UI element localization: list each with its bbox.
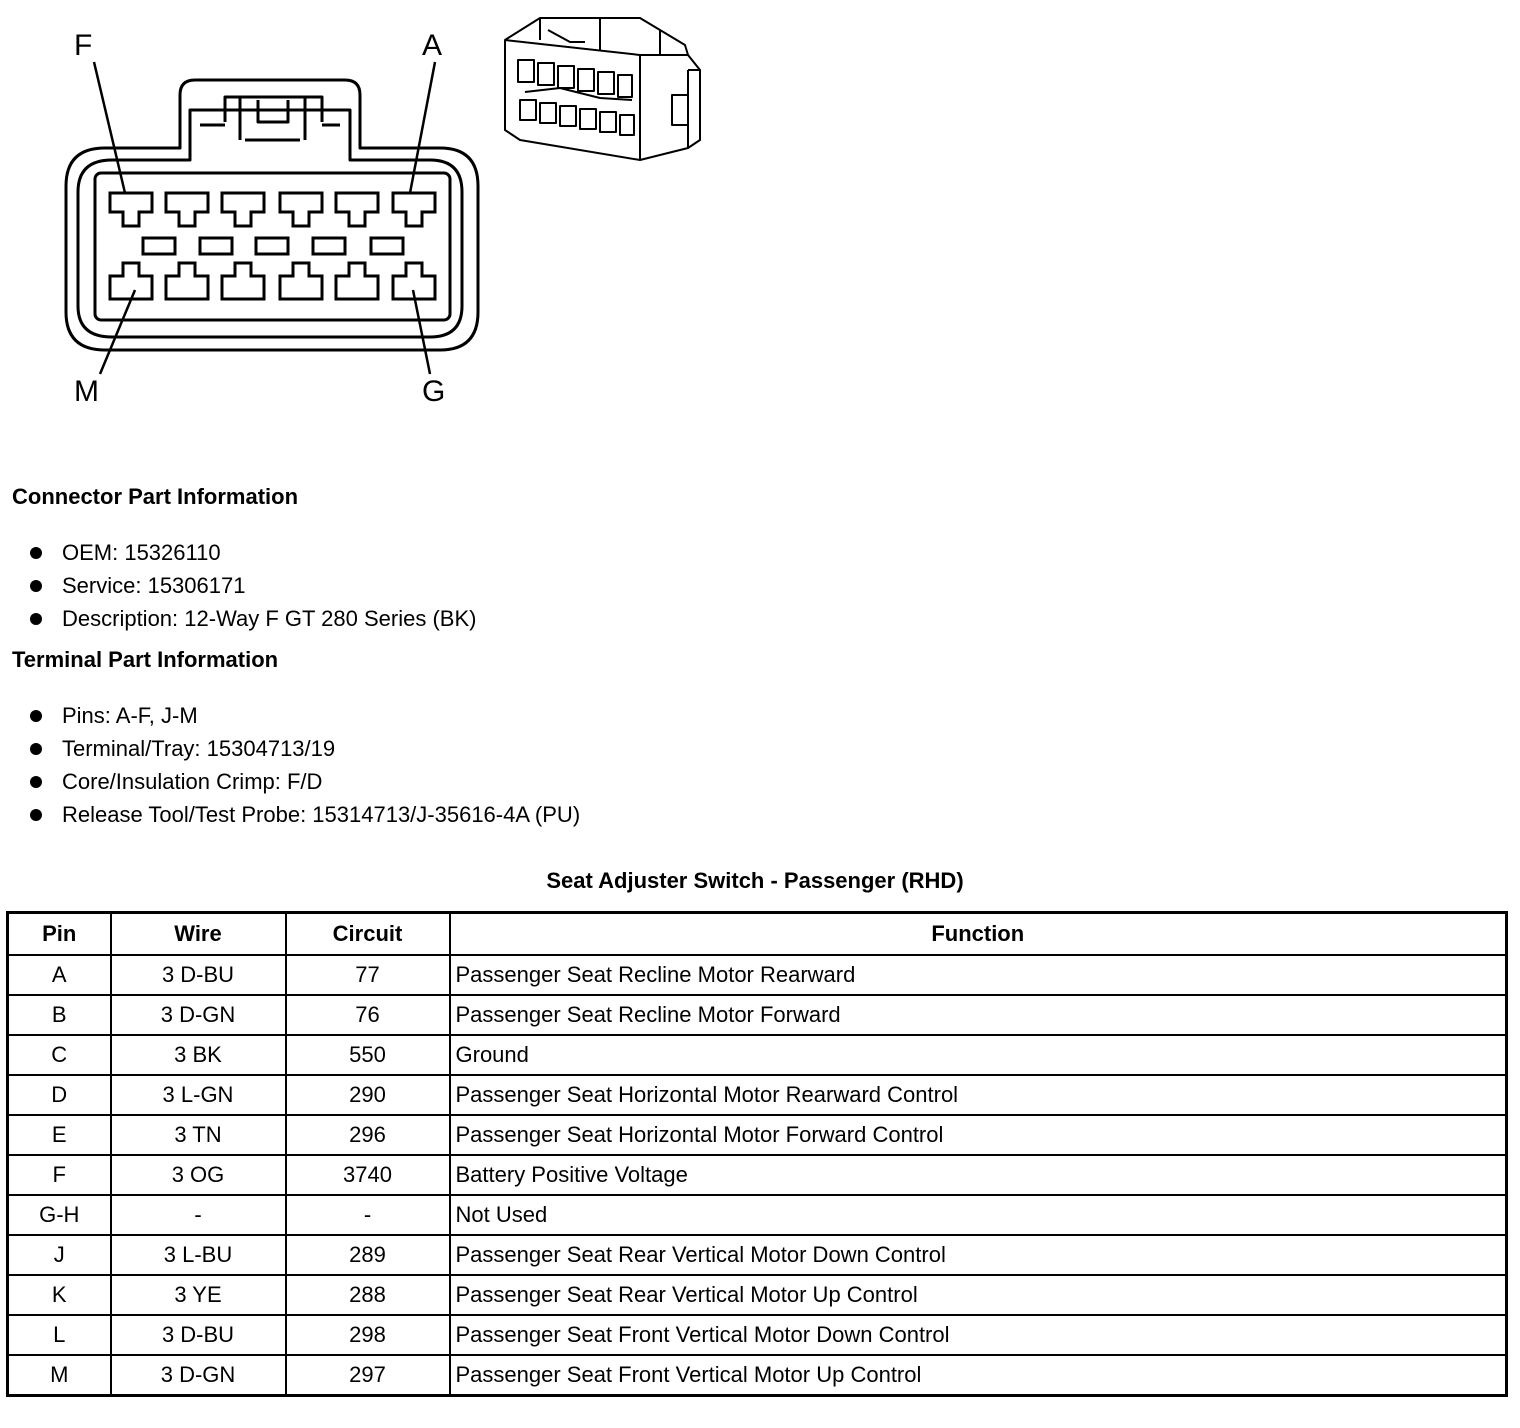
list-item: [30, 606, 476, 639]
bullet-icon: [30, 743, 42, 755]
pin-label-g: G: [422, 375, 446, 408]
pin-cavity-top: [166, 193, 208, 226]
cell-pin: J: [8, 1235, 111, 1275]
bullet-icon: [30, 776, 42, 788]
table-row: [8, 955, 1507, 995]
cell-wire: 3 L-GN: [111, 1075, 286, 1115]
table-row: [8, 1035, 1507, 1075]
connector-info-list: [30, 540, 476, 639]
pin-cavity-bottom: [222, 263, 264, 299]
bullet-icon: [30, 710, 42, 722]
list-item-text: Pins: A-F, J-M: [62, 703, 198, 728]
cell-function: Passenger Seat Rear Vertical Motor Down Control: [450, 1235, 1507, 1275]
list-item-text: Core/Insulation Crimp: F/D: [62, 769, 323, 794]
column-header-function: Function: [450, 913, 1507, 956]
list-item-text: Description: 12-Way F GT 280 Series (BK): [62, 606, 477, 631]
cell-circuit: 296: [286, 1115, 450, 1155]
table-row: [8, 1195, 1507, 1235]
terminal-info-list: [30, 703, 580, 835]
pin-cavity-top: [222, 193, 264, 226]
cell-pin: F: [8, 1155, 111, 1195]
cell-circuit: -: [286, 1195, 450, 1235]
column-header-circuit: Circuit: [286, 913, 450, 956]
cell-wire: 3 D-BU: [111, 1315, 286, 1355]
connector-info-heading: Connector Part Information: [12, 484, 299, 509]
list-item: [30, 736, 580, 769]
cell-pin: G-H: [8, 1195, 111, 1235]
keying-slot: [143, 238, 175, 254]
cell-function: Passenger Seat Recline Motor Forward: [450, 995, 1507, 1035]
leader-line-m: [100, 290, 135, 374]
connector-diagram: [0, 0, 720, 420]
pin-cavity-top: [393, 193, 435, 226]
cell-wire: 3 D-GN: [111, 1355, 286, 1396]
cell-pin: E: [8, 1115, 111, 1155]
cell-function: Passenger Seat Horizontal Motor Rearward Control: [450, 1075, 1507, 1115]
cell-circuit: 289: [286, 1235, 450, 1275]
connector-perspective-illustration: [505, 18, 700, 160]
cell-circuit: 297: [286, 1355, 450, 1396]
cell-function: Ground: [450, 1035, 1507, 1075]
bullet-icon: [30, 547, 42, 559]
cell-wire: -: [111, 1195, 286, 1235]
pin-cavity-top: [110, 193, 152, 226]
bullet-icon: [30, 613, 42, 625]
pin-table-title: Seat Adjuster Switch - Passenger (RHD): [546, 868, 964, 893]
cell-circuit: 3740: [286, 1155, 450, 1195]
pin-cavities: [110, 193, 435, 299]
table-row: [8, 1315, 1507, 1355]
pin-label-m: M: [74, 375, 99, 408]
table-row: [8, 995, 1507, 1035]
cell-function: Passenger Seat Horizontal Motor Forward Control: [450, 1115, 1507, 1155]
cell-pin: K: [8, 1275, 111, 1315]
connector-latch: [200, 97, 340, 140]
table-row: [8, 1155, 1507, 1195]
list-item: [30, 802, 580, 835]
column-header-pin: Pin: [8, 913, 111, 956]
cell-function: Passenger Seat Rear Vertical Motor Up Control: [450, 1275, 1507, 1315]
pin-label-a: A: [422, 29, 443, 62]
list-item: [30, 703, 580, 736]
list-item-text: OEM: 15326110: [62, 540, 221, 565]
keying-slot: [371, 238, 403, 254]
cell-wire: 3 OG: [111, 1155, 286, 1195]
pin-label-f: F: [74, 29, 93, 62]
bullet-icon: [30, 809, 42, 821]
table-row: [8, 1115, 1507, 1155]
cell-wire: 3 D-GN: [111, 995, 286, 1035]
cell-wire: 3 L-BU: [111, 1235, 286, 1275]
bullet-icon: [30, 580, 42, 592]
cell-function: Not Used: [450, 1195, 1507, 1235]
cell-function: Battery Positive Voltage: [450, 1155, 1507, 1195]
cell-wire: 3 D-BU: [111, 955, 286, 995]
cell-function: Passenger Seat Front Vertical Motor Up Control: [450, 1355, 1507, 1396]
keying-slot: [256, 238, 288, 254]
cell-pin: D: [8, 1075, 111, 1115]
list-item: [30, 769, 580, 802]
terminal-info-heading: Terminal Part Information: [12, 647, 279, 672]
cell-function: Passenger Seat Recline Motor Rearward: [450, 955, 1507, 995]
cell-circuit: 550: [286, 1035, 450, 1075]
cell-circuit: 76: [286, 995, 450, 1035]
column-header-wire: Wire: [111, 913, 286, 956]
pin-table: [6, 911, 1508, 1397]
cell-pin: M: [8, 1355, 111, 1396]
list-item-text: Release Tool/Test Probe: 15314713/J-35616-4A (PU): [62, 802, 581, 827]
cell-pin: B: [8, 995, 111, 1035]
cell-circuit: 288: [286, 1275, 450, 1315]
pin-cavity-bottom: [280, 263, 322, 299]
table-row: [8, 1355, 1507, 1396]
pin-cavity-top: [336, 193, 378, 226]
cell-pin: C: [8, 1035, 111, 1075]
cell-function: Passenger Seat Front Vertical Motor Down Control: [450, 1315, 1507, 1355]
cell-pin: A: [8, 955, 111, 995]
list-item: [30, 573, 476, 606]
cell-wire: 3 YE: [111, 1275, 286, 1315]
table-header-row: [8, 913, 1507, 956]
pin-table-body: [8, 955, 1507, 1396]
keying-slot: [313, 238, 345, 254]
cell-circuit: 77: [286, 955, 450, 995]
pin-cavity-bottom: [166, 263, 208, 299]
list-item: [30, 540, 476, 573]
cell-wire: 3 BK: [111, 1035, 286, 1075]
list-item-text: Service: 15306171: [62, 573, 246, 598]
table-row: [8, 1075, 1507, 1115]
list-item-text: Terminal/Tray: 15304713/19: [62, 736, 336, 761]
cell-pin: L: [8, 1315, 111, 1355]
cell-circuit: 290: [286, 1075, 450, 1115]
keying-slot: [200, 238, 232, 254]
cell-circuit: 298: [286, 1315, 450, 1355]
table-row: [8, 1275, 1507, 1315]
leader-line-g: [413, 290, 430, 374]
pin-cavity-top: [280, 193, 322, 226]
table-row: [8, 1235, 1507, 1275]
cell-wire: 3 TN: [111, 1115, 286, 1155]
pin-cavity-bottom: [336, 263, 378, 299]
pin-cavity-bottom: [110, 263, 152, 299]
